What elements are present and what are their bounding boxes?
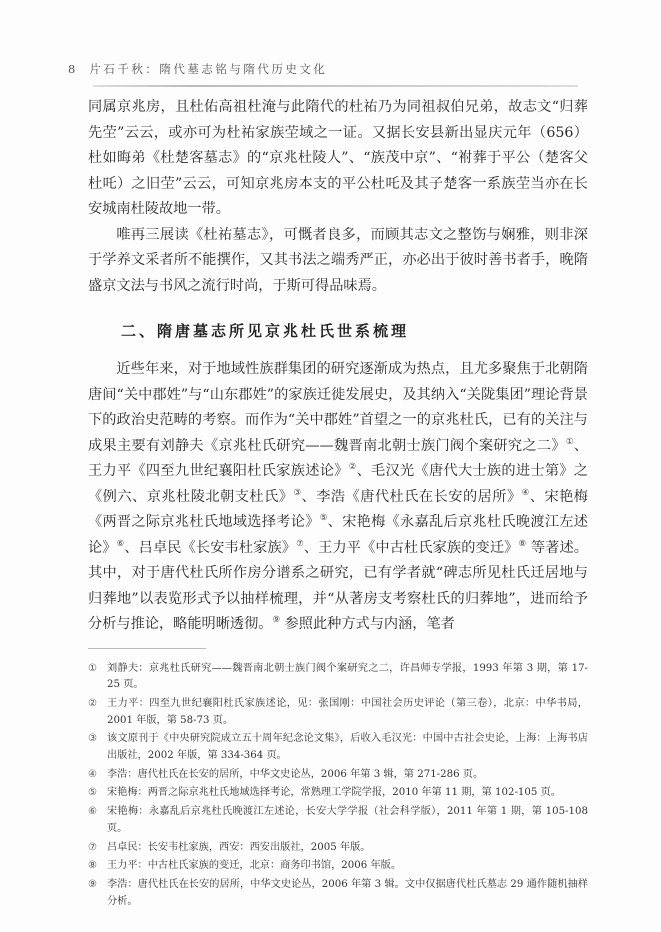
paragraph-2: 唯再三展读《杜祐墓志》，可慨者良多，而顾其志文之整饬与娴雅，则非深于学养文采者所不能撰作，又其书法之端秀严正，亦必出于彼时善书者手，晚隋盛京文法与书风之流行时尚，于斯可得品味焉。 [88, 226, 588, 294]
text-segment: 等著述。其中，对于唐代杜氏所作房分谱系之研究，已有学者就“碑志所见杜氏迁居地与归葬地”以表览形式予以抽样梳理，并“从著房支考察杜氏的归葬地”，进而给予分析与推论，略能明晰透彻。 [88, 539, 588, 632]
book-title: 片石千秋：隋代墓志铭与隋代历史文化 [89, 62, 328, 76]
footnote-number: ③ [88, 733, 98, 745]
text-segment: 近些年来，对于地域性族群集团的研究逐渐成为热点，且尤多聚焦于北朝隋唐间“关中郡姓”与“山东郡姓”的家族迁徙发展史，及其纳入“关陇集团”理论背景下的政治史范畴的考察。而作为“关中郡姓”首望之一的京兆杜氏，已有的关注与成果主要有刘静夫《京兆杜氏研究——魏晋南北朝士族门阀个案研究之二》 [88, 361, 588, 454]
footnotes [88, 661, 588, 911]
footnote-text: 王力平：中古杜氏家族的变迁，北京：商务印书馆，2006 年版。 [107, 860, 402, 872]
footnote-ref[interactable]: ⑤ [319, 513, 328, 523]
page-number: 8 [68, 62, 76, 76]
footnote-text: 吕卓民：长安韦杜家族，西安：西安出版社，2005 年版。 [107, 841, 371, 853]
footnote-text: 宋艳梅：永嘉乱后京兆杜氏晚渡江左述论，长安大学学报（社会科学版），2011 年第 1 期，第 105-108 页。 [107, 806, 588, 834]
footnote-item [88, 840, 588, 857]
footnote-text: 该文原刊于《中央研究院成立五十周年纪念论文集》，后收入毛汉光：中国中古社会史论，上海：上海书店出版社，2002 年版，第 334-364 页。 [107, 733, 588, 762]
footnote-number: ⑦ [88, 841, 98, 853]
text-segment: 、李浩《唐代杜氏在长安的居所》 [301, 488, 522, 505]
footnote-item [88, 731, 588, 764]
footnote-ref[interactable]: ⑧ [518, 538, 527, 549]
footnote-number: ④ [88, 768, 98, 780]
header-rule [93, 85, 578, 87]
text-segment: 、王力平《中古杜氏家族的变迁》 [303, 539, 519, 556]
footnote-separator [88, 648, 206, 649]
text-segment: 、宋艳梅《永嘉乱后京兆杜氏晚渡江左述论》 [88, 514, 588, 556]
footnote-item [88, 804, 588, 837]
footnote-item [88, 767, 588, 784]
footnote-text: 李浩：唐代杜氏在长安的居所，中华文史论丛，2006 年第 3 辑，第 271-286 页。 [107, 768, 484, 780]
footnote-number: ⑤ [88, 787, 98, 799]
footnote-ref[interactable]: ⑥ [116, 538, 125, 549]
footnote-number: ⑥ [88, 806, 98, 818]
footnote-item [88, 661, 588, 694]
footnote-ref[interactable]: ① [565, 436, 574, 447]
paragraph-1: 同属京兆房，且杜佑高祖杜淹与此隋代的杜祐乃为同祖叔伯兄弟，故志文“归葬先茔”云云，或亦可为杜祐家族茔域之一证。又据长安县新出显庆元年（656）杜如晦弟《杜楚客墓志》的“京兆杜陵人”、“族茂中京”、“祔葬于平公（楚客父杜吒）之旧茔”云云，可知京兆房本支的平公杜吒及其子楚客一系族茔当亦在长安城南杜陵故地一带。 [88, 99, 588, 217]
footnote-ref[interactable]: ⑨ [272, 615, 281, 625]
text-segment: 参照此种方式与内涵，笔者 [280, 616, 455, 632]
footnote-item [88, 877, 588, 910]
paragraph-3 [88, 357, 588, 638]
footnote-ref[interactable]: ④ [521, 487, 530, 498]
footnote-ref[interactable]: ② [348, 462, 357, 472]
footnote-number: ⑧ [88, 860, 98, 872]
footnote-item [88, 696, 588, 729]
footnote-text: 李浩：唐代杜氏在长安的居所，中华文史论丛，2006 年第 3 辑。文中仅据唐代杜氏墓志 29 通作随机抽样分析。 [107, 878, 588, 907]
text-segment: 、宋艳梅《两晋之际京兆杜氏地域选择考论》 [88, 488, 588, 530]
footnote-ref[interactable]: ⑦ [296, 538, 304, 549]
text-segment: 、王力平《四至九世纪襄阳杜氏家族述论》 [88, 437, 588, 479]
footnote-item [88, 858, 588, 875]
footnote-ref[interactable]: ③ [293, 487, 302, 498]
footnote-number: ② [88, 697, 98, 709]
footnote-item [88, 785, 588, 802]
text-segment: 、吕卓民《长安韦杜家族》 [124, 539, 297, 556]
footnote-text: 王力平：四至九世纪襄阳杜氏家族述论，见：张国刚：中国社会历史评论（第三卷），北京：中华书局，2001 年版，第 58-73 页。 [107, 697, 588, 726]
section-heading: 二、隋唐墓志所见京兆杜氏世系梳理 [121, 322, 410, 340]
footnote-number: ① [88, 662, 98, 674]
footnote-number: ⑨ [88, 878, 98, 890]
footnote-text: 刘静夫：京兆杜氏研究——魏晋南北朝士族门阀个案研究之二，许昌师专学报，1993 年第 3 期，第 17-25 页。 [107, 662, 588, 691]
running-head [68, 61, 588, 77]
footnote-text: 宋艳梅：两晋之际京兆杜氏地域选择考论，常熟理工学院学报，2010 年第 11 期，第 102-105 页。 [107, 787, 561, 799]
text-segment: 、毛汉光《唐代大士族的进士第》之《例六、京兆杜陵北朝支杜氏》 [88, 463, 588, 505]
